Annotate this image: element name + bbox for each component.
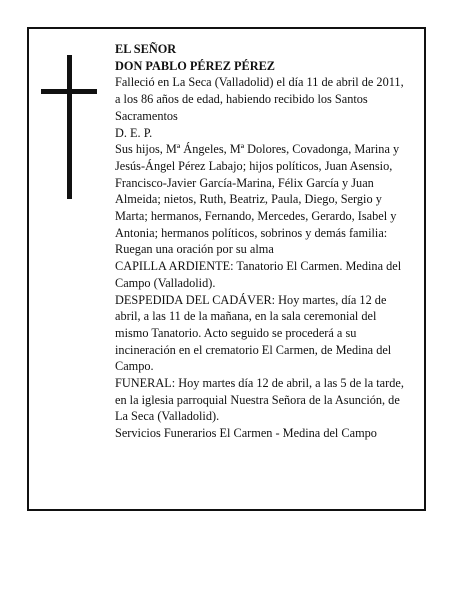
cross-horizontal-bar xyxy=(41,89,97,94)
notice-title: EL SEÑOR xyxy=(115,42,177,56)
cross-vertical-bar xyxy=(67,55,72,199)
funeral-services-credit: Servicios Funerarios El Carmen - Medina del Campo xyxy=(115,426,377,441)
farewell-info: DESPEDIDA DEL CADÁVER: Hoy martes, día 12 de abril, a las 11 de la mañana, en la sala ceremonial del mismo Tanatorio. Acto seguido se procederá a su incineración en el crematorio El Carmen, de Medina del Campo. xyxy=(115,292,392,374)
prayer-request: Ruegan una oración por su alma xyxy=(115,242,274,257)
chapel-info: CAPILLA ARDIENTE: Tanatorio El Carmen. Medina del Campo (Valladolid). xyxy=(115,259,402,290)
obituary-notice xyxy=(27,27,426,511)
death-announcement: Falleció en La Seca (Valladolid) el día 11 de abril de 2011, a los 86 años de edad, habiendo recibido los Santos Sacramentos xyxy=(115,75,404,123)
deceased-name: DON PABLO PÉREZ PÉREZ xyxy=(115,58,275,73)
dep-line: D. E. P. xyxy=(115,125,153,140)
family-list: Sus hijos, Mª Ángeles, Mª Dolores, Covadonga, Marina y Jesús-Ángel Pérez Labajo; hijos políticos, Juan Asensio, Francisco-Javier García-Marina, Félix García y Juan Almeida; nietos, Ruth, Beatriz, Paula, Diego, Sergio y Marta; hermanos, Fernando, Mercedes, Gerardo, Isabel y Antonia; hermanos políticos, sobrinos y demás familia: xyxy=(115,142,400,240)
notice-text-block xyxy=(115,41,411,442)
funeral-info: FUNERAL: Hoy martes día 12 de abril, a las 5 de la tarde, en la iglesia parroquial Nuestra Señora de la Asunción, de La Seca (Valladolid). xyxy=(115,376,404,424)
latin-cross-icon xyxy=(41,55,97,199)
